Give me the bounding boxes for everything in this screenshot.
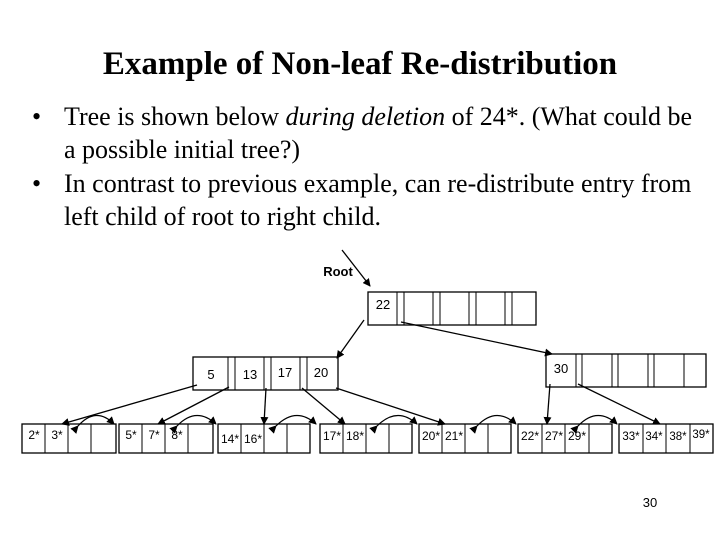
leaf-node-5: [419, 424, 511, 453]
pointer-to-leaf-1: [62, 385, 197, 424]
leaf-entry: 39*: [692, 429, 710, 441]
leaf-entry: 22*: [520, 429, 540, 443]
pointer-to-leaf-5: [336, 388, 445, 424]
bullet-dot-icon: •: [32, 169, 42, 198]
left-child-node: [193, 357, 338, 390]
right-child-border: [546, 354, 706, 387]
root-node: [368, 292, 536, 325]
leaf-entry: 27*: [544, 429, 564, 443]
leaf-entry: 38*: [669, 431, 687, 443]
pointer-to-leaf-7: [578, 384, 660, 424]
pointer-root-to-right-child: [401, 322, 552, 354]
pointer-root-to-left-child: [337, 320, 364, 358]
leaf-entry: 8*: [171, 428, 183, 442]
pointer-to-leaf-3: [264, 388, 266, 424]
bullet-1-text-after: of 24*. (What could be a possible initial tree?): [64, 102, 693, 164]
root-key: 22: [375, 297, 391, 312]
leaf-node-4: [320, 424, 412, 453]
bullet-2-text: In contrast to previous example, can re-distribute entry from left child of root to right child.: [64, 169, 692, 231]
root-label: Root: [323, 264, 353, 279]
leaf-entry: 17*: [322, 429, 342, 443]
leaf-entry: 33*: [622, 431, 640, 443]
leaf-node-2: [119, 424, 213, 453]
leaf-node-6: [518, 424, 612, 453]
left-child-key: 20: [313, 365, 329, 380]
leaf-entry: 34*: [645, 431, 663, 443]
leaf-entry: 3*: [51, 428, 63, 442]
bullet-1-text-before: Tree is shown below: [64, 102, 286, 131]
leaf-node-7: [619, 424, 713, 453]
bullet-dot-icon: •: [32, 102, 42, 131]
left-child-key: 17: [277, 365, 293, 380]
leaf-entry: 29*: [567, 429, 587, 443]
right-child-node: [546, 354, 706, 387]
leaf-entry: 18*: [345, 429, 365, 443]
leaf-node-3: [218, 424, 310, 453]
leaf-entry: 14*: [220, 432, 240, 446]
leaf-entry: 7*: [148, 428, 160, 442]
page-number: 30: [642, 495, 658, 510]
leaf-entry: 21*: [444, 429, 464, 443]
bullet-1-emphasis: during deletion: [285, 102, 446, 131]
pointer-to-leaf-6: [547, 384, 550, 424]
slide-title: Example of Non-leaf Re-distribution: [102, 46, 618, 82]
leaf-entry: 2*: [28, 428, 40, 442]
leaf-entry: 20*: [421, 429, 441, 443]
leaf-entry: 16*: [243, 432, 263, 446]
leaf-entry: 5*: [125, 428, 137, 442]
left-child-key: 5: [207, 367, 215, 382]
root-node-border: [368, 292, 536, 325]
left-child-key: 13: [242, 367, 258, 382]
leaf-node-1: [22, 424, 116, 453]
right-child-key: 30: [553, 361, 569, 376]
